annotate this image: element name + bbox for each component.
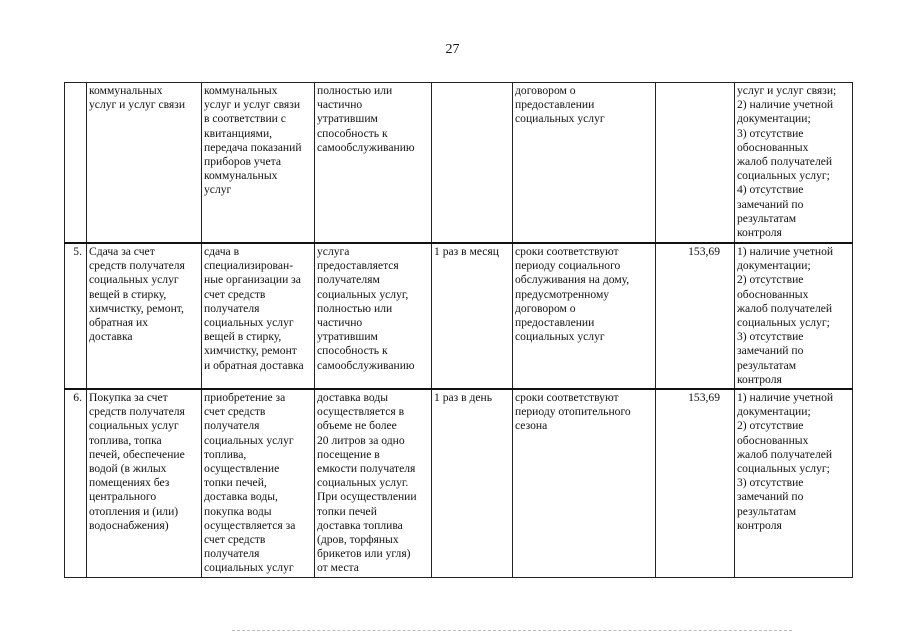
frequency-cell xyxy=(432,83,513,244)
service-conditions-cell: доставка воды осуществляется в объеме не более 20 литров за одно посещение в емкости получателя социальных услуг. При осуществлении топки печей доставка топлива (дров, торфяных брикетов или угля) от места xyxy=(315,389,432,578)
service-name-cell: коммунальных услуг и услуг связи xyxy=(87,83,202,244)
timing-cell: сроки соответствуют периоду социального обслуживания на дому, предусмотренному договором о предоставлении социальных услуг xyxy=(513,243,656,389)
frequency-cell: 1 раз в день xyxy=(432,389,513,578)
row-number-cell: 5. xyxy=(65,243,87,389)
table-row-continued-row xyxy=(65,83,853,244)
frequency-cell: 1 раз в месяц xyxy=(432,243,513,389)
service-description-cell: сдача в специализирован- ные организации за счет средств получателя социальных услуг вещей в стирку, химчистку, ремонт и обратная доставка xyxy=(202,243,315,389)
service-conditions-cell: полностью или частично утратившим способность к самообслуживанию xyxy=(315,83,432,244)
tariff-cell: 153,69 xyxy=(656,389,735,578)
service-name-cell: Покупка за счет средств получателя социальных услуг топлива, топка печей, обеспечение водой (в жилых помещениях без центрального отопления и (или) водоснабжения) xyxy=(87,389,202,578)
timing-cell: договором о предоставлении социальных услуг xyxy=(513,83,656,244)
quality-indicators-cell: услуг и услуг связи; 2) наличие учетной документации; 3) отсутствие обоснованных жалоб получателей социальных услуг; 4) отсутствие замечаний по результатам контроля xyxy=(735,83,853,244)
table-row-row-6 xyxy=(65,389,853,578)
timing-cell: сроки соответствуют периоду отопительного сезона xyxy=(513,389,656,578)
page-number: 27 xyxy=(445,42,460,57)
services-table xyxy=(64,82,853,578)
quality-indicators-cell: 1) наличие учетной документации; 2) отсутствие обоснованных жалоб получателей социальных услуг; 3) отсутствие замечаний по результатам контроля xyxy=(735,389,853,578)
service-name-cell: Сдача за счет средств получателя социальных услуг вещей в стирку, химчистку, ремонт, обратная их доставка xyxy=(87,243,202,389)
service-conditions-cell: услуга предоставляется получателям социальных услуг, полностью или частично утратившим способность к самообслуживанию xyxy=(315,243,432,389)
tariff-cell xyxy=(656,83,735,244)
row-number-cell: 6. xyxy=(65,389,87,578)
service-description-cell: коммунальных услуг и услуг связи в соответствии с квитанциями, передача показаний приборов учета коммунальных услуг xyxy=(202,83,315,244)
row-number-cell xyxy=(65,83,87,244)
tariff-cell: 153,69 xyxy=(656,243,735,389)
table-body xyxy=(65,83,853,578)
quality-indicators-cell: 1) наличие учетной документации; 2) отсутствие обоснованных жалоб получателей социальных услуг; 3) отсутствие замечаний по результатам контроля xyxy=(735,243,853,389)
footer-rule xyxy=(232,630,792,631)
table-row-row-5 xyxy=(65,243,853,389)
service-description-cell: приобретение за счет средств получателя социальных услуг топлива, осуществление топки печей, доставка воды, покупка воды осуществляется за счет средств получателя социальных услуг xyxy=(202,389,315,578)
